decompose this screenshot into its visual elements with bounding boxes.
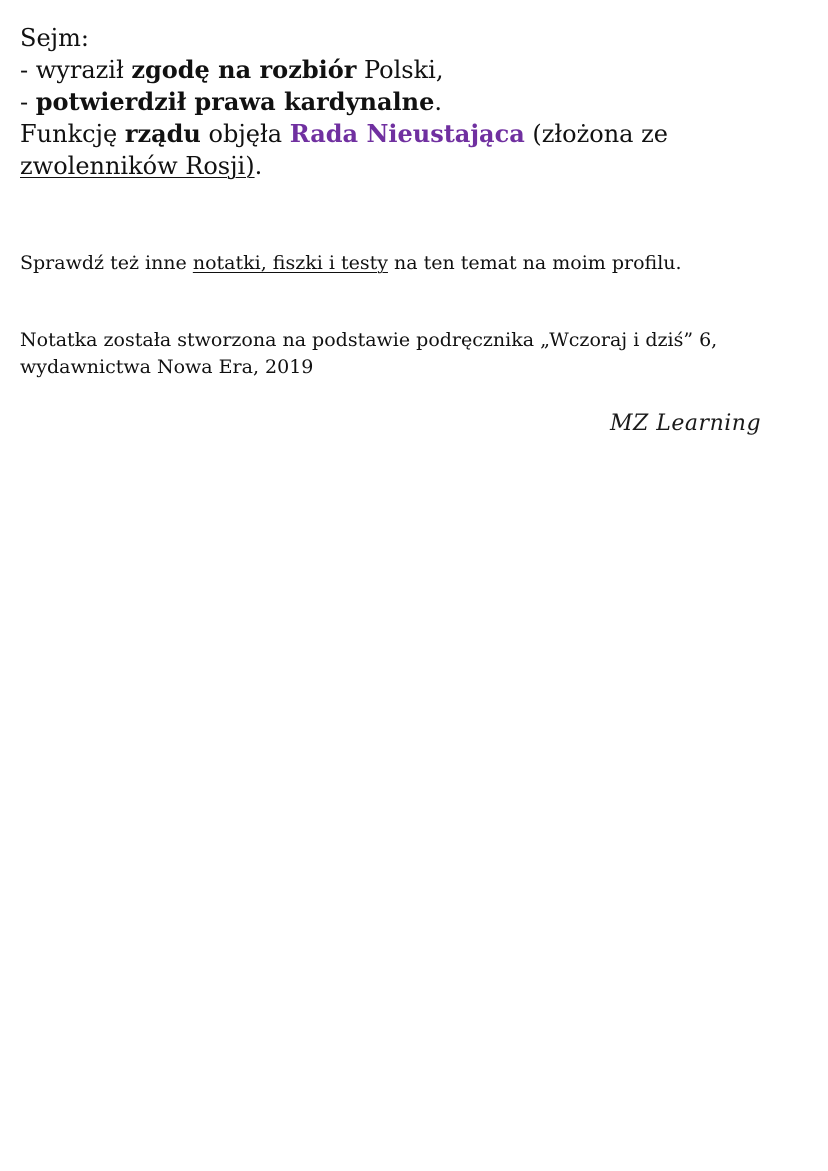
author-signature: MZ Learning bbox=[610, 411, 762, 436]
profile-reference-note bbox=[20, 250, 815, 277]
government-end: . bbox=[254, 152, 263, 180]
government-prefix: Funkcję bbox=[20, 120, 125, 148]
note-main-content bbox=[20, 22, 810, 182]
bullet-suffix: Polski, bbox=[356, 56, 444, 84]
government-after: (złożona ze bbox=[524, 120, 668, 148]
check-prefix: Sprawdź też inne bbox=[20, 252, 193, 274]
bold-word-government: rządu bbox=[124, 119, 201, 148]
bullet-consent-partition bbox=[20, 54, 810, 86]
bold-phrase-cardinal-laws: potwierdził prawa kardynalne bbox=[35, 87, 435, 116]
sejm-heading: Sejm: bbox=[20, 24, 89, 52]
source-line-2: wydawnictwa Nowa Era, 2019 bbox=[20, 356, 314, 378]
bold-phrase-consent: zgodę na rozbiór bbox=[131, 55, 357, 84]
government-sentence-continued bbox=[20, 150, 810, 182]
profile-materials-link[interactable]: notatki, fiszki i testy bbox=[192, 252, 388, 274]
underlined-russia-supporters: zwolenników Rosji) bbox=[20, 152, 255, 180]
check-suffix: na ten temat na moim profilu. bbox=[387, 252, 682, 274]
bullet-suffix: . bbox=[434, 88, 443, 116]
bullet-prefix: - wyraził bbox=[20, 56, 132, 84]
source-line-1: Notatka została stworzona na podstawie podręcznika „Wczoraj i dziś” 6, bbox=[20, 329, 718, 351]
source-note bbox=[20, 327, 815, 381]
government-sentence bbox=[20, 118, 810, 150]
bullet-prefix: - bbox=[20, 88, 36, 116]
bullet-cardinal-laws bbox=[20, 86, 810, 118]
highlight-permanent-council: Rada Nieustająca bbox=[289, 119, 525, 148]
government-middle: objęła bbox=[200, 120, 290, 148]
